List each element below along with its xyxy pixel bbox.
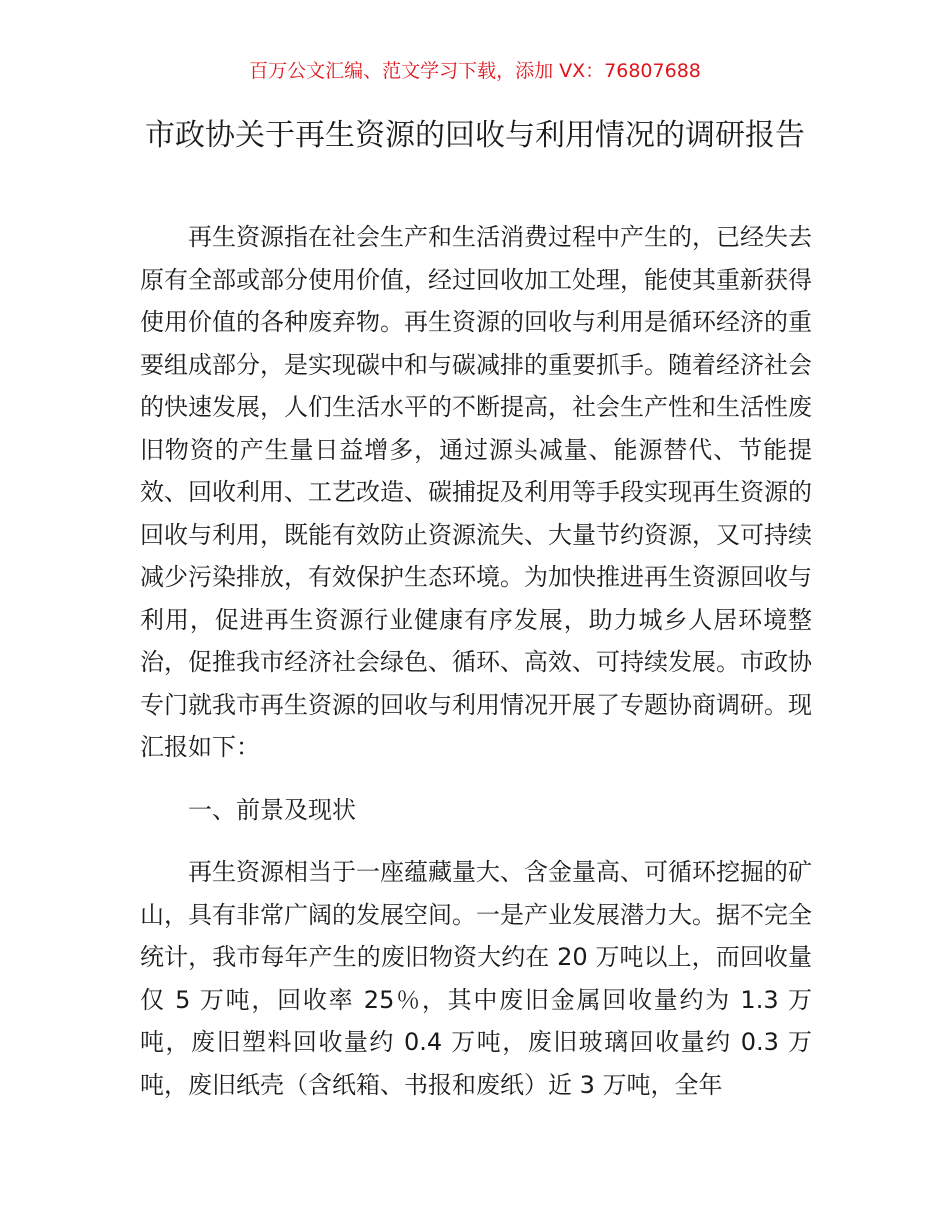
intro-paragraph: 再生资源指在社会生产和生活消费过程中产生的，已经失去原有全部或部分使用价值，经过回收加工处理，能使其重新获得使用价值的各种废弃物。再生资源的回收与利用是循环经济的重要组成部分，是实现碳中和与碳减排的重要抓手。随着经济社会的快速发展，人们生活水平的不断提高，社会生产性和生活性废旧物资的产生量日益增多，通过源头减量、能源替代、节能提效、回收利用、工艺改造、碳捕捉及利用等手段实现再生资源的回收与利用，既能有效防止资源流失、大量节约资源，又可持续减少污染排放，有效保护生态环境。为加快推进再生资源回收与利用，促进再生资源行业健康有序发展，助力城乡人居环境整治，促推我市经济社会绿色、循环、高效、可持续发展。市政协专门就我市再生资源的回收与利用情况开展了专题协商调研。现汇报如下： [140,223,812,761]
document-title: 市政协关于再生资源的回收与利用情况的调研报告 [145,118,805,153]
document-body [140,216,812,1126]
section-paragraph: 再生资源相当于一座蕴藏量大、含金量高、可循环挖掘的矿山，具有非常广阔的发展空间。一是产业发展潜力大。据不完全统计，我市每年产生的废旧物资大约在 20 万吨以上，而回收量仅 5 万吨，回收率 25％，其中废旧金属回收量约为 1.3 万吨，废旧塑料回收量约 0.4 万吨，废旧玻璃回收量约 0.3 万吨，废旧纸壳（含纸箱、书报和废纸）近 3 万吨，全年 [140,858,812,1099]
section-heading: 一、前景及现状 [188,795,356,824]
header-download-note: 百万公文汇编、范文学习下载，添加 VX：76807688 [249,60,701,82]
